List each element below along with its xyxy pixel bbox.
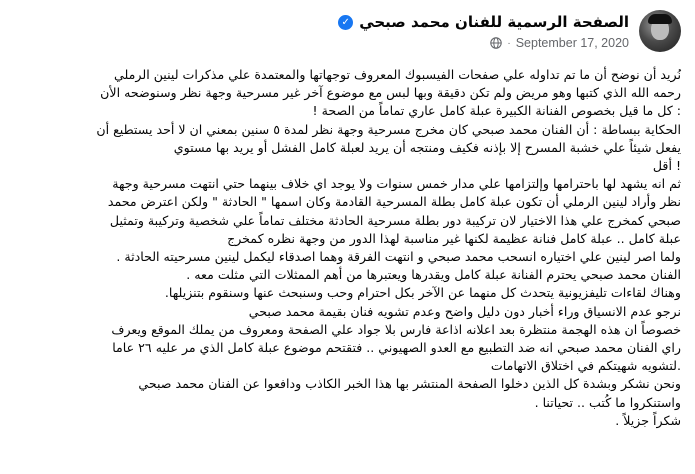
post-line: ثم انه يشهد لها باحترامها وإلتزامها علي مدار خمس سنوات ولا يوجد اي خلاف بينهما حتي انتهت مسرحية وجهة <box>112 176 681 192</box>
verified-badge-icon: ✓ <box>338 15 353 30</box>
post-line: نرجو عدم الانسياق وراء أخبار دون دليل واضح وعدم تشويه فنان بقيمة محمد صبحي <box>248 303 681 319</box>
globe-icon[interactable] <box>490 37 502 49</box>
post-line: خصوصاً ان هذه الهجمة منتظرة بعد اعلانه اذاعة فارس بلا جواد علي الصفحة ومعروف من يملك الموقع ويعرف <box>111 321 681 337</box>
post-line: رحمه الله الذي كتبها وهو مريض ولم تكن دقيقة وبها لبس مع موضوع آخر غير مسرحية وجهة نظر وسنوضحه الأن <box>100 85 681 101</box>
post-line: راي الفنان محمد صبحي انه ضد التطبيع مع العدو الصهيوني .. فتقتحم موضوع عبلة كامل الذي مر عليه ٢٦ عاما <box>112 340 681 356</box>
post-line: عبلة كامل .. عبلة كامل فنانة عظيمة لكنها غير مناسبة لهذا الدور من وجهة نظره كمخرج <box>227 230 681 246</box>
post-line: يفعل شيئاً علي خشبة المسرح إلا بإذنه فكيف ومنتجه أن يريد لعبلة كامل الفشل أو يريد بها مستوي <box>173 139 681 155</box>
page-name-row <box>338 13 629 31</box>
avatar-hair <box>648 14 672 24</box>
post-line: واستنكروا ما كُتب .. تحياتنا . <box>534 394 681 410</box>
post-line: ! أقل <box>652 158 681 174</box>
post-meta <box>490 36 629 50</box>
post-line: وهناك لقاءات تليفزيونية يتحدث كل منهما عن الآخر بكل احترام وحب وسنبحث عنها وسنقوم بتنزيلها. <box>164 285 681 301</box>
post-line: : كل ما قيل بخصوص الفنانة الكبيرة عبلة كامل عاري تماماً من الصحة ! <box>312 103 681 119</box>
post-line: ونحن نشكر وبشدة كل الذين دخلوا الصفحة المنتشر بها هذا الخبر الكاذب ودافعوا عن الفنان محمد صبحي <box>138 376 681 392</box>
post-line: نظر وأراد لينين الرملي أن تكون عبلة كامل بطلة المسرحية القادمة وكان اسمها " الحادثة " ولكن اعترض محمد <box>107 194 681 210</box>
post-date-link[interactable]: September 17, 2020 <box>515 36 629 50</box>
post-line: الفنان محمد صبحي يحترم الفنانة عبلة كامل ويقدرها ويعتبرها من أهم الممثلات التي مثلت معه . <box>186 267 681 283</box>
meta-separator: · <box>507 37 511 49</box>
post-body <box>12 66 681 430</box>
post-header <box>0 0 695 62</box>
post-line: .لتشويه شهيتكم في اختلاق الاتهامات <box>490 358 681 374</box>
post-line: الحكاية ببساطة : أن الفنان محمد صبحي كان مخرج مسرحية وجهة نظر لمدة ٥ سنين بمعني ان لا أحد يستطيع أن <box>96 121 681 137</box>
page-name-link[interactable]: الصفحة الرسمية للفنان محمد صبحي <box>359 13 629 31</box>
post-line: ولما اصر لينين علي اختياره انسحب محمد صبحي و انتهت الفرقة وهما اصدقاء ليكمل لينين مسرحيته الحادثة . <box>116 249 681 265</box>
post-line: صبحي كمخرج علي هذا الاختيار لان تركيبة دور بطلة مسرحية الحادثة مختلف تماماً علي شخصية وتركيبة وتمثيل <box>109 212 681 228</box>
page-avatar[interactable] <box>639 10 681 52</box>
post-line: نُريد أن نوضح أن ما تم تداوله علي صفحات الفيسبوك المعروف توجهاتها والمعتمدة علي مذكرات لينين الرملي <box>114 67 681 82</box>
post-line: شكراً جزيلاً . <box>615 412 681 428</box>
